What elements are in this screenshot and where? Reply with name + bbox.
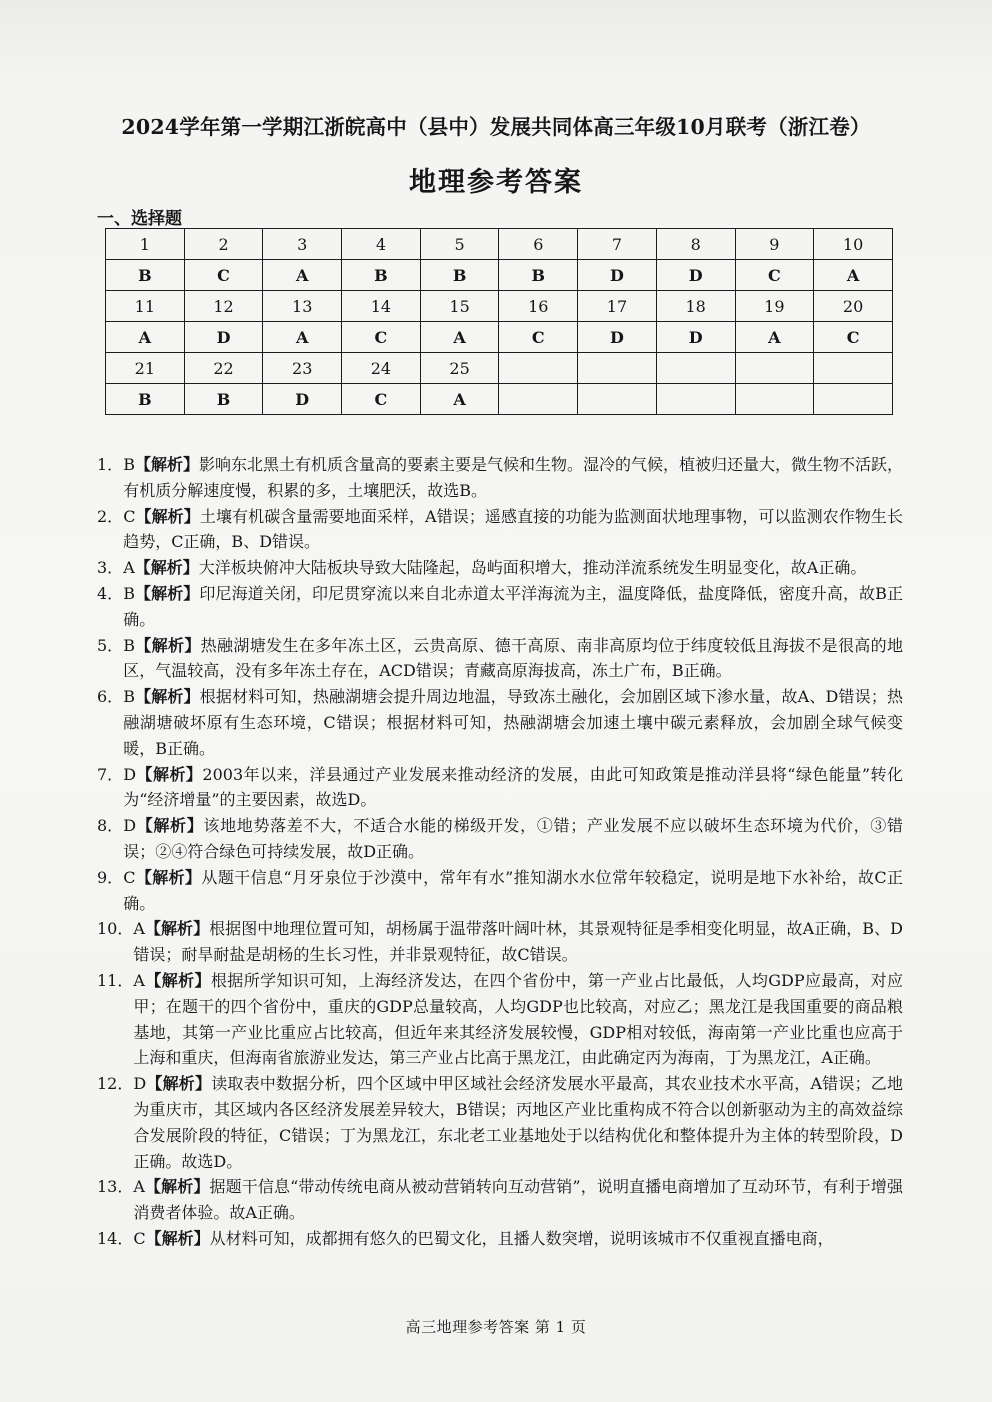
document-subtitle: 地理参考答案 [409, 167, 583, 198]
explanation-item [97, 1174, 903, 1226]
question-number-row [106, 229, 893, 260]
question-number-cell [814, 353, 893, 384]
question-number-cell: 11 [106, 291, 185, 322]
explanation-item [97, 633, 903, 685]
question-number: 7． [97, 764, 124, 784]
answer-cell: D [263, 384, 342, 415]
question-number: 11． [97, 970, 134, 990]
explanation-text: 从材料可知，成都拥有悠久的巴蜀文化，且播人数突增，说明该城市不仅重视直播电商， [209, 1228, 834, 1248]
question-number-cell: 23 [263, 353, 342, 384]
question-number: 6． [97, 687, 124, 707]
explanation-body [123, 813, 903, 865]
question-number-cell: 12 [184, 291, 263, 322]
question-number-cell: 8 [656, 229, 735, 260]
explanation-body [123, 684, 903, 761]
question-number: 1． [97, 455, 124, 474]
answer-cell [499, 384, 578, 415]
answer-key-row [106, 260, 893, 291]
question-number-cell: 21 [106, 353, 185, 384]
answer-letter: B [123, 455, 135, 474]
answer-cell: B [106, 260, 185, 291]
explanation-text: 印尼海道关闭，印尼贯穿流以来自北赤道太平洋海流为主，温度降低，盐度降低，密度升高，故B正确。 [123, 583, 903, 629]
explanations-list [97, 452, 903, 1252]
answer-letter: C [133, 1228, 146, 1248]
explanation-body [123, 865, 903, 917]
analysis-label: 【解析】 [144, 919, 210, 939]
explanation-item [97, 452, 903, 504]
answer-cell: B [499, 260, 578, 291]
explanation-body [123, 504, 903, 556]
answer-letter: A [123, 558, 135, 578]
explanation-item [97, 968, 903, 1071]
answer-letter: A [133, 970, 145, 990]
analysis-label: 【解析】 [145, 1228, 210, 1248]
question-number: 5． [97, 635, 124, 655]
answer-cell: B [420, 260, 499, 291]
explanation-item [97, 684, 903, 761]
answer-cell: B [184, 384, 263, 415]
analysis-label: 【解析】 [135, 506, 200, 526]
explanation-body [133, 1226, 903, 1252]
answer-cell: A [106, 322, 185, 353]
answer-cell: D [184, 322, 263, 353]
explanation-text: 根据图中地理位置可知，胡杨属于温带落叶阔叶林，其景观特征是季相变化明显，故A正确，B、D错误；耐旱耐盐是胡杨的生长习性，并非景观特征，故C错误。 [133, 919, 903, 965]
question-number: 10． [97, 919, 134, 939]
answer-cell: C [184, 260, 263, 291]
question-number-cell [499, 353, 578, 384]
analysis-label: 【解析】 [134, 687, 200, 707]
answer-cell: C [499, 322, 578, 353]
explanation-text: 根据材料可知，热融湖塘会提升周边地温，导致冻土融化，会加剧区域下渗水量，故A、D错误；热融湖塘破坏原有生态环境，C错误；根据材料可知，热融湖塘会加速土壤中碳元素释放，会加剧全球气候变暖，B正确。 [123, 687, 903, 758]
explanation-item [97, 813, 903, 865]
explanation-text: 热融湖塘发生在多年冻土区，云贵高原、德干高原、南非高原均位于纬度较低且海拔不是很高的地区，气温较高，没有多年冻土存在，ACD错误；青藏高原海拔高，冻土广布，B正确。 [123, 635, 903, 681]
question-number-cell: 24 [342, 353, 421, 384]
answer-table [105, 228, 893, 415]
question-number: 12． [97, 1074, 134, 1094]
question-number-cell: 1 [106, 229, 185, 260]
explanation-text: 从题干信息“月牙泉位于沙漠中，常年有水”推知湖水水位常年较稳定，说明是地下水补给，故C正确。 [123, 867, 903, 913]
explanation-text: 大洋板块俯冲大陆板块导致大陆隆起，岛屿面积增大，推动洋流系统发生明显变化，故A正确。 [198, 558, 867, 578]
answer-cell: A [814, 260, 893, 291]
analysis-label: 【解析】 [144, 1177, 210, 1197]
analysis-label: 【解析】 [144, 970, 211, 990]
answer-cell: A [420, 322, 499, 353]
answer-cell: B [342, 260, 421, 291]
explanation-text: 根据所学知识可知，上海经济发达，在四个省份中，第一产业占比最低，人均GDP应最高，对应甲；在题干的四个省份中，重庆的GDP总量较高，人均GDP也比较高，对应乙；黑龙江是我国重要的商品粮基地，其第一产业比重应占比较高，但近年来其经济发展较慢，GDP相对较低，海南第一产业比重也应高于上海和重庆，但海南省旅游业发达，第三产业占比高于黑龙江，由此确定丙为海南，丁为黑龙江，A正确。 [133, 970, 903, 1068]
question-number: 4． [97, 583, 124, 603]
explanation-body [123, 581, 903, 633]
explanation-text: 读取表中数据分析，四个区域中甲区域社会经济发展水平最高，其农业技术水平高，A错误；乙地为重庆市，其区域内各区经济发展差异较大，B错误；丙地区产业比重构成不符合以创新驱动为主的高效益综合发展阶段的特征，C错误；丁为黑龙江，东北老工业基地处于以结构优化和整体提升为主体的转型阶段，D正确。故选D。 [133, 1074, 903, 1171]
explanation-text: 该地地势落差不大，不适合水能的梯级开发，①错；产业发展不应以破坏生态环境为代价，③错误；②④符合绿色可持续发展，故D正确。 [123, 816, 903, 861]
answer-letter: C [123, 867, 136, 887]
question-number-cell: 15 [420, 291, 499, 322]
answer-cell: A [263, 260, 342, 291]
question-number-cell: 10 [814, 229, 893, 260]
question-number: 13． [97, 1177, 134, 1197]
explanation-item [97, 1226, 903, 1252]
explanation-text: 土壤有机碳含量需要地面采样，A错误；遥感直接的功能为监测面状地理事物，可以监测农作物生长趋势，C正确，B、D错误。 [123, 506, 903, 552]
answer-letter: A [133, 1177, 145, 1197]
answer-cell [814, 384, 893, 415]
answer-cell [656, 384, 735, 415]
answer-cell: D [578, 322, 657, 353]
answer-cell: D [656, 322, 735, 353]
analysis-label: 【解析】 [136, 816, 204, 836]
analysis-label: 【解析】 [134, 583, 200, 603]
answer-table-body [106, 229, 893, 415]
answer-key-row [106, 322, 893, 353]
explanation-body [133, 1174, 903, 1226]
question-number-row [106, 291, 893, 322]
answer-cell: D [578, 260, 657, 291]
answer-cell: A [420, 384, 499, 415]
question-number-cell [578, 353, 657, 384]
answer-letter: B [123, 687, 135, 707]
explanation-body [123, 633, 903, 685]
explanation-body [123, 555, 903, 581]
question-number: 9． [97, 867, 124, 887]
answer-cell: D [656, 260, 735, 291]
explanation-item [97, 865, 903, 917]
explanation-text: 影响东北黑土有机质含量高的要素主要是气候和生物。湿冷的气候，植被归还量大，微生物不活跃，有机质分解速度慢，积累的多，土壤肥沃，故选B。 [123, 455, 903, 500]
answer-letter: B [123, 635, 135, 655]
explanation-item [97, 555, 903, 581]
answer-letter: A [133, 919, 145, 939]
answer-cell: C [814, 322, 893, 353]
question-number-cell: 9 [735, 229, 814, 260]
explanation-item [97, 504, 903, 556]
answer-cell: A [263, 322, 342, 353]
answer-letter: B [123, 583, 135, 603]
answer-cell: B [106, 384, 185, 415]
question-number-cell: 13 [263, 291, 342, 322]
question-number-cell: 14 [342, 291, 421, 322]
question-number-cell: 6 [499, 229, 578, 260]
explanation-item [97, 762, 903, 814]
page-footer: 高三地理参考答案 第 1 页 [405, 1318, 587, 1336]
answer-key-row [106, 384, 893, 415]
explanation-item [97, 916, 903, 968]
analysis-label: 【解析】 [134, 635, 201, 655]
analysis-label: 【解析】 [146, 1074, 212, 1094]
question-number-cell: 19 [735, 291, 814, 322]
explanation-item [97, 581, 903, 633]
explanation-item [97, 1071, 903, 1174]
answer-cell [578, 384, 657, 415]
question-number-cell: 3 [263, 229, 342, 260]
explanation-body [133, 1071, 903, 1174]
answer-cell: C [342, 322, 421, 353]
question-number: 14． [97, 1228, 134, 1248]
question-number-cell: 25 [420, 353, 499, 384]
question-number-cell: 17 [578, 291, 657, 322]
explanation-text: 2003年以来，洋县通过产业发展来推动经济的发展，由此可知政策是推动洋县将“绿色能量”转化为“经济增量”的主要因素，故选D。 [123, 764, 903, 810]
answer-cell: A [735, 322, 814, 353]
question-number-cell: 18 [656, 291, 735, 322]
question-number-row [106, 353, 893, 384]
analysis-label: 【解析】 [134, 455, 199, 474]
explanation-body [133, 968, 903, 1071]
explanation-body [133, 916, 903, 968]
question-number-cell: 22 [184, 353, 263, 384]
explanation-body [123, 762, 903, 814]
answer-letter: D [123, 764, 137, 784]
question-number: 8． [97, 816, 124, 836]
exam-title: 2024学年第一学期江浙皖高中（县中）发展共同体高三年级10月联考（浙江卷） [121, 115, 871, 139]
answer-cell: C [342, 384, 421, 415]
question-number-cell: 4 [342, 229, 421, 260]
explanation-body [123, 452, 903, 504]
question-number-cell: 5 [420, 229, 499, 260]
answer-letter: C [123, 506, 136, 526]
question-number-cell: 7 [578, 229, 657, 260]
analysis-label: 【解析】 [136, 764, 203, 784]
explanation-text: 据题干信息“带动传统电商从被动营销转向互动营销”，说明直播电商增加了互动环节，有利于增强消费者体验。故A正确。 [133, 1177, 903, 1223]
analysis-label: 【解析】 [135, 867, 202, 887]
question-number: 2． [97, 506, 124, 526]
answer-letter: D [123, 816, 137, 836]
question-number-cell [735, 353, 814, 384]
analysis-label: 【解析】 [134, 558, 199, 578]
answer-cell [735, 384, 814, 415]
answer-letter: D [133, 1074, 147, 1094]
question-number-cell [656, 353, 735, 384]
question-number-cell: 16 [499, 291, 578, 322]
answer-cell: C [735, 260, 814, 291]
question-number-cell: 20 [814, 291, 893, 322]
question-number-cell: 2 [184, 229, 263, 260]
question-number: 3． [97, 558, 124, 578]
section-heading: 一、选择题 [97, 209, 182, 229]
